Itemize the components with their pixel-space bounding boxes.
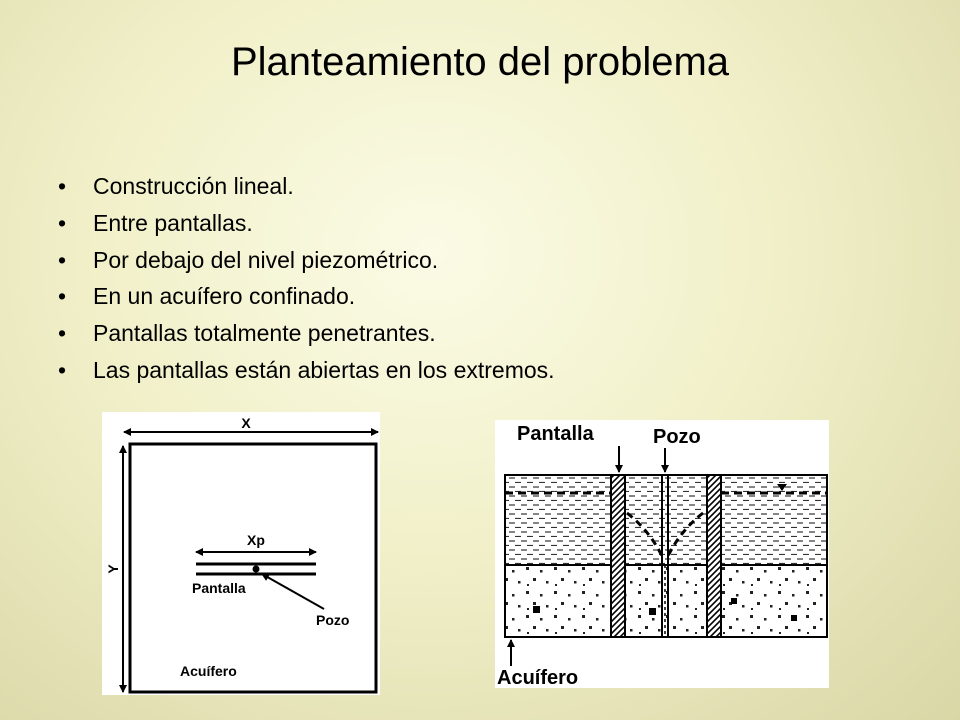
bullet-dot: • [58,173,67,199]
pantalla-label: Pantalla [517,423,594,445]
bullet-dot: • [58,320,67,347]
sand-grain [731,598,737,604]
plan-view-svg [102,412,380,695]
pantalla-wall-left [611,475,625,637]
cross-section-diagram [495,420,829,688]
sand-grain [649,608,656,615]
sand-grain [791,615,797,621]
cross-section-svg [495,420,829,688]
upper-layer [505,475,827,565]
bullet-dot: • [58,209,67,236]
pozo-label: Pozo [653,426,701,448]
bullet-item [56,352,555,389]
bullet-list [56,168,555,389]
bullet-text: Construcción lineal. [93,173,294,199]
bullet-text: Las pantallas están abiertas en los extremos. [93,356,555,383]
pozo-point [253,566,260,573]
bullet-text: Entre pantallas. [93,209,253,236]
aquifer-layer [505,565,827,637]
bullet-item [56,278,555,315]
sand-grain [533,606,540,613]
bullet-text: En un acuífero confinado. [93,283,356,310]
pozo-label: Pozo [316,612,350,628]
bullet-dot: • [58,356,67,383]
plan-view-diagram [102,412,380,695]
pantalla-wall-right [707,475,721,637]
pozo-pointer-arrow [262,574,324,609]
acuifero-label: Acuífero [497,667,579,688]
bullet-item [56,168,555,205]
bullet-item [56,242,555,279]
pantalla-label: Pantalla [192,580,246,596]
bullet-text: Pantallas totalmente penetrantes. [93,320,436,347]
bullet-item [56,315,555,352]
bullet-text: Por debajo del nivel piezométrico. [93,246,439,273]
x-label: X [241,415,251,431]
acuifero-label: Acuífero [180,663,237,679]
y-label: Y [105,564,121,574]
bullet-item [56,205,555,242]
bullet-dot: • [58,246,67,273]
bullet-dot: • [58,283,67,310]
slide-title: Planteamiento del problema [230,40,730,84]
xp-label: Xp [247,532,265,548]
